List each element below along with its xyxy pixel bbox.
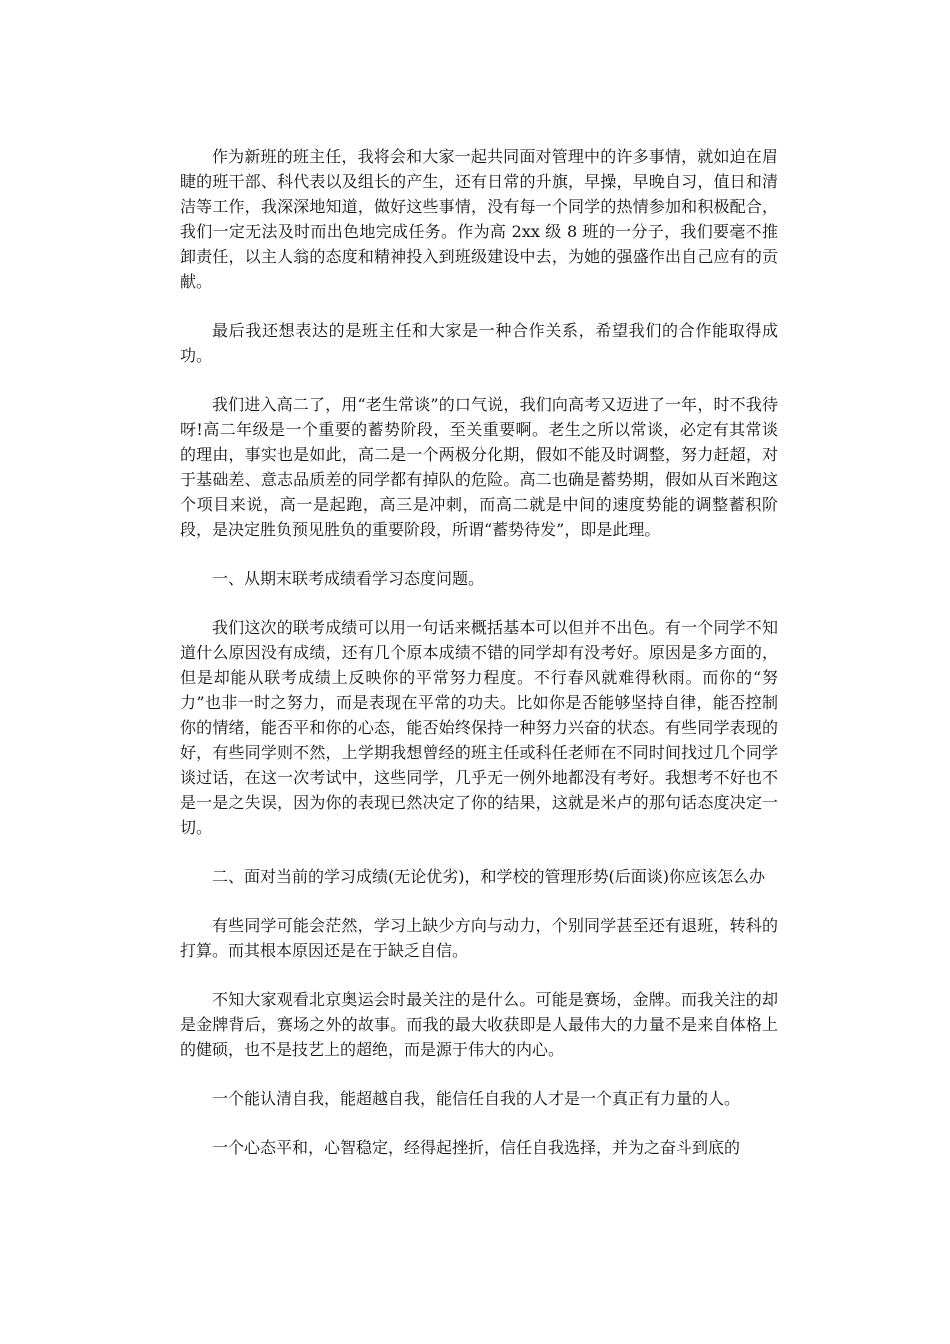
- paragraph-self-recognition: 一个能认清自我，能超越自我，能信任自我的人才是一个真正有力量的人。: [212, 1089, 741, 1108]
- heading-section-one: 一、从期末联考成绩看学习态度问题。: [212, 569, 485, 588]
- heading-section-two: 二、面对当前的学习成绩(无论优劣)，和学校的管理形势(后面谈)你应该怎么办: [212, 867, 765, 886]
- document-body: [180, 144, 778, 1184]
- paragraph-exam-results: 我们这次的联考成绩可以用一句话来概括基本可以但并不出色。有一个同学不知道什么原因没有成绩，还有几个原本成绩不错的同学却有没考好。原因是多方面的，但是却能从联考成绩上反映你的平常努力程度。不行春风就难得秋雨。而你的“努力”也非一时之努力，而是表现在平常的功夫。比如你是否能够坚持自律，能否控制你的情绪，能否平和你的心态，能否始终保持一种努力兴奋的状态。有些同学表现的好，有些同学则不然，上学期我想曾经的班主任或科任老师在不同时间找过几个同学谈过话，在这一次考试中，这些同学，几乎无一例外地都没有考好。我想考不好也不是一是之失误，因为你的表现已然决定了你的结果，这就是米卢的那句话态度决定一切。: [180, 618, 778, 837]
- paragraph-class-duties: 作为新班的班主任，我将会和大家一起共同面对管理中的许多事情，就如迫在眉睫的班干部、科代表以及组长的产生，还有日常的升旗，早操，早晚自习，值日和清洁等工作，我深深地知道，做好这些事情，没有每一个同学的热情参加和积极配合，我们一定无法及时而出色地完成任务。作为高 2xx 级 8 班的一分子，我们要毫不推卸责任，以主人翁的态度和精神投入到班级建设中去，为她的强盛作出自己应有的贡献。: [180, 147, 778, 291]
- paragraph-cooperation: 最后我还想表达的是班主任和大家是一种合作关系，希望我们的合作能取得成功。: [180, 321, 778, 365]
- paragraph-olympics: 不知大家观看北京奥运会时最关注的是什么。可能是赛场，金牌。而我关注的却是金牌背后，赛场之外的故事。而我的最大收获即是人最伟大的力量不是来自体格上的健硕，也不是技艺上的超绝，而是源于伟大的内心。: [180, 990, 778, 1059]
- paragraph-grade-two: 我们进入高二了，用“老生常谈”的口气说，我们向高考又迈进了一年，时不我待呀!高二年级是一个重要的蓄势阶段，至关重要啊。老生之所以常谈，必定有其常谈的理由，事实也是如此，高二是一个两极分化期，假如不能及时调整，努力赶超，对于基础差、意志品质差的同学都有掉队的危险。高二也确是蓄势期，假如从百米跑这个项目来说，高一是起跑，高三是冲刺，而高二就是中间的速度势能的调整蓄积阶段，是决定胜负预见胜负的重要阶段，所谓“蓄势待发”，即是此理。: [180, 395, 778, 539]
- paragraph-calm-mind: 一个心态平和，心智稳定，经得起挫折，信任自我选择，并为之奋斗到底的: [212, 1138, 741, 1157]
- paragraph-confidence: 有些同学可能会茫然，学习上缺少方向与动力，个别同学甚至还有退班，转科的打算。而其根本原因还是在于缺乏自信。: [180, 916, 778, 960]
